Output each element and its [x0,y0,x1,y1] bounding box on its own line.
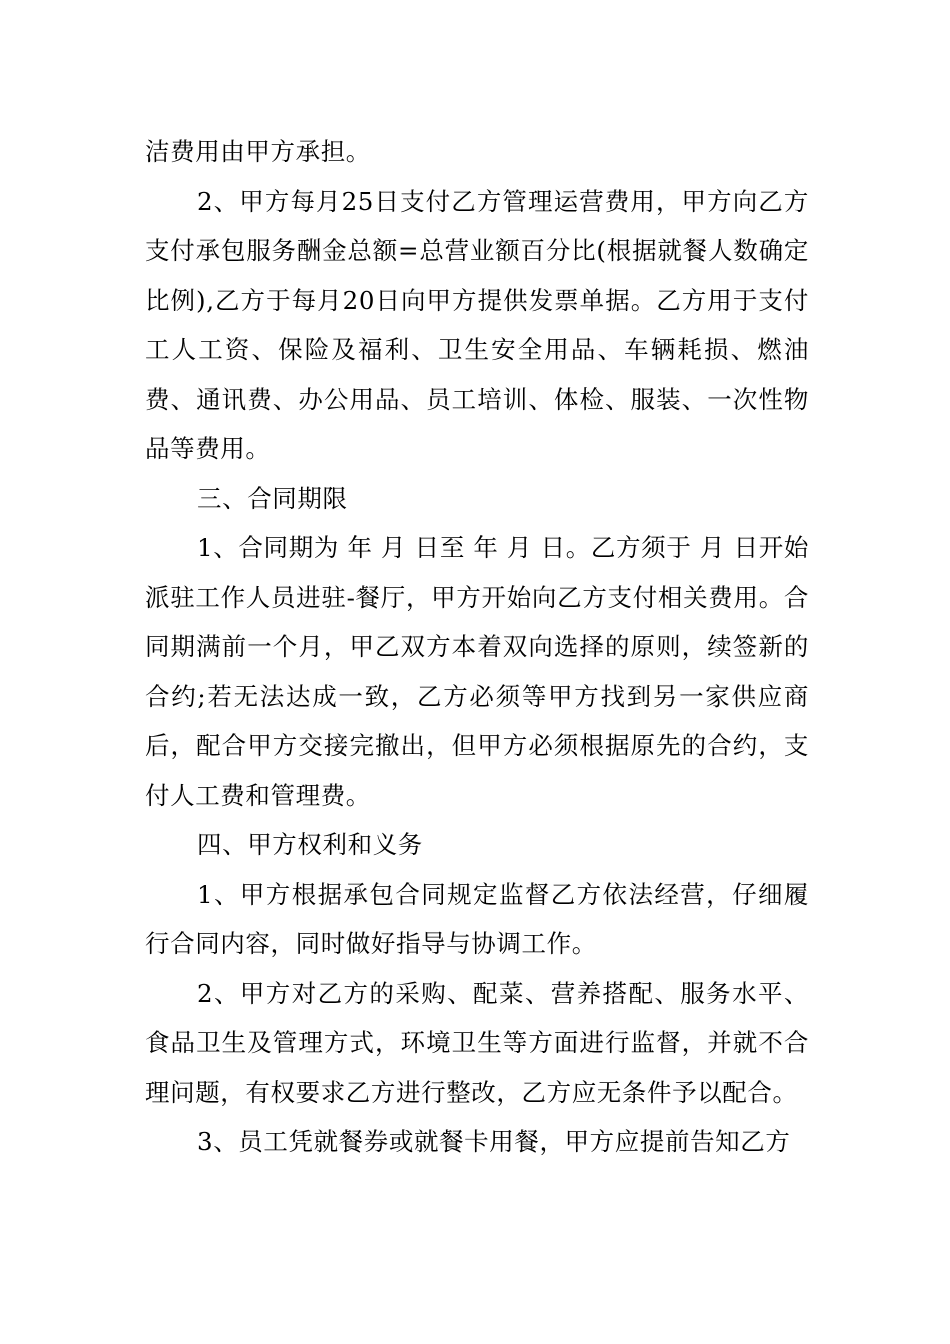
document-body [145,127,809,1167]
paragraph-meal-vouchers: 3、员工凭就餐券或就餐卡用餐，甲方应提前告知乙方 [197,1127,791,1156]
paragraph-party-a-inspection: 2、甲方对乙方的采购、配菜、营养搭配、服务水平、食品卫生及管理方式，环境卫生等方面进行监督，并就不合理问题，有权要求乙方进行整改，乙方应无条件予以配合。 [145,978,809,1107]
paragraph-payment-terms: 2、甲方每月25日支付乙方管理运营费用，甲方向乙方支付承包服务酬金总额=总营业额百分比(根据就餐人数确定比例),乙方于每月20日向甲方提供发票单据。乙方用于支付工人工资、保险及福利、卫生安全用品、车辆耗损、燃油费、通讯费、办公用品、员工培训、体检、服装、一次性物品等费用。 [145,186,809,463]
paragraph-continuation: 洁费用由甲方承担。 [145,137,371,166]
section-heading-contract-term: 三、合同期限 [197,483,348,513]
paragraph-contract-period: 1、合同期为 年 月 日至 年 月 日。乙方须于 月 日开始派驻工作人员进驻-餐厅，甲方开始向乙方支付相关费用。合同期满前一个月，甲乙双方本着双向选择的原则，续签新的合约;若无法达成一致，乙方必须等甲方找到另一家供应商后，配合甲方交接完撤出，但甲方必须根据原先的合约，支付人工费和管理费。 [145,533,809,810]
paragraph-party-a-supervision: 1、甲方根据承包合同规定监督乙方依法经营，仔细履行合同内容，同时做好指导与协调工作。 [145,879,809,958]
section-heading-party-a-rights: 四、甲方权利和义务 [197,830,423,859]
